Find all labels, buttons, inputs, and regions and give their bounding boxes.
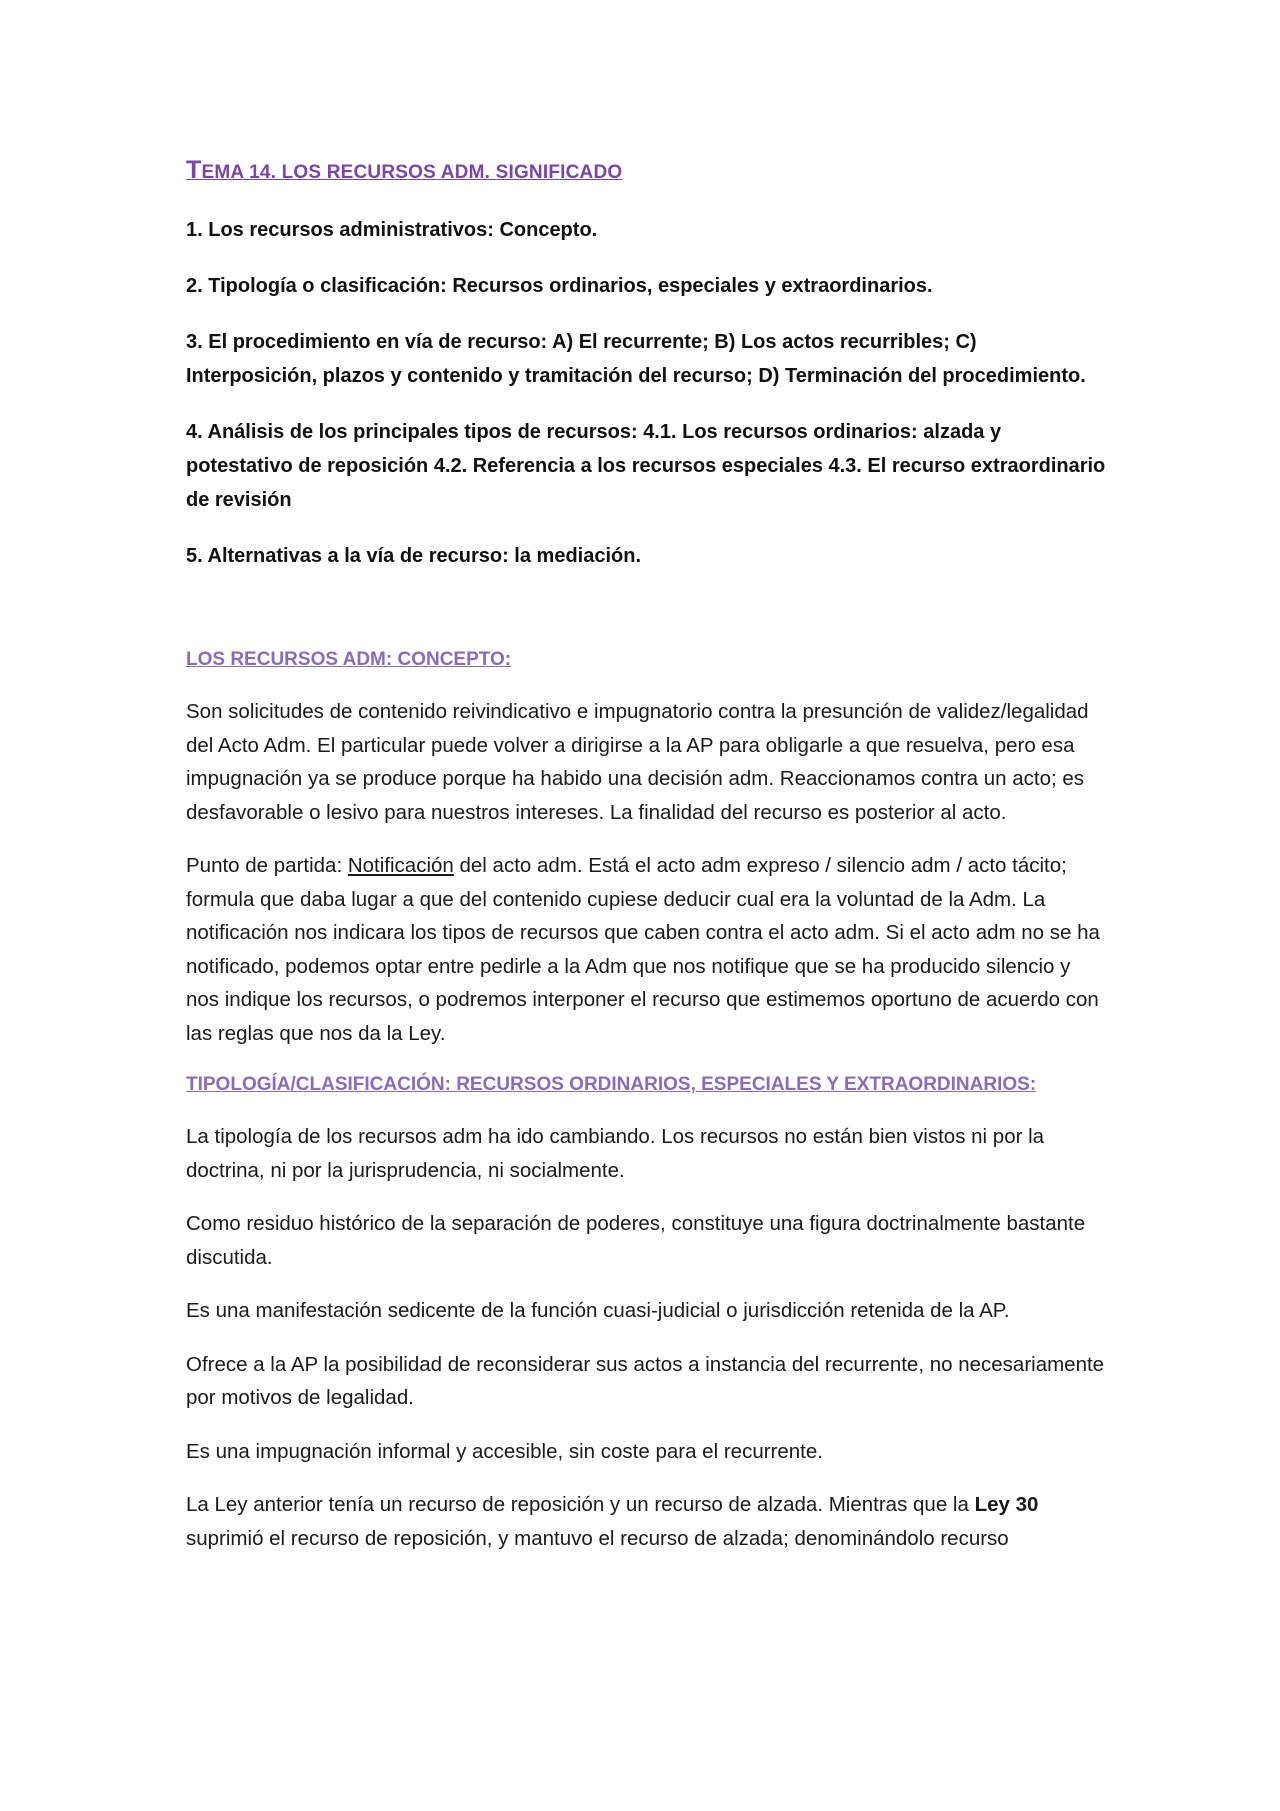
toc-item-2: 2. Tipología o clasificación: Recursos ordinarios, especiales y extraordinarios. xyxy=(186,275,933,297)
paragraph-tipologia-5: Es una impugnación informal y accesible, sin coste para el recurrente. xyxy=(186,1439,823,1463)
paragraph-ley-anterior xyxy=(186,1488,1106,1555)
toc-item-1: 1. Los recursos administrativos: Concepto. xyxy=(186,219,598,241)
notificacion-underlined: Notificación xyxy=(347,854,454,877)
paragraph-tipologia-3: Es una manifestación sedicente de la función cuasi-judicial o jurisdicción retenida de la AP. xyxy=(186,1299,1010,1322)
document-title xyxy=(186,156,1106,185)
section-spacer xyxy=(186,595,1106,645)
title-initial: T xyxy=(186,156,202,184)
paragraph-tipologia-1: La tipología de los recursos adm ha ido cambiando. Los recursos no están bien vistos ni por la doctrina, ni por la jurisprudencia, ni socialmente. xyxy=(186,1125,1045,1182)
paragraph-concepto: Son solicitudes de contenido reivindicativo e impugnatorio contra la presunción de validez/legalidad del Acto Adm. El particular puede volver a dirigirse a la AP para obligarle a que resuelva, pero esa impugnación ya se produce porque ha habido una decisión adm. Reaccionamos contra un acto; es desfavorable o lesivo para nuestros intereses. La finalidad del recurso es posterior al acto. xyxy=(186,700,1089,824)
ley-anterior-rest: suprimió el recurso de reposición, y mantuvo el recurso de alzada; denominándolo recurso xyxy=(186,1526,1009,1550)
punto-partida-prefix: Punto de partida: xyxy=(186,854,348,877)
paragraph-tipologia-2: Como residuo histórico de la separación de poderes, constituye una figura doctrinalmente bastante discutida. xyxy=(186,1212,1086,1269)
paragraph-punto-partida xyxy=(186,849,1106,1050)
section-heading-concepto: LOS RECURSOS ADM: CONCEPTO: xyxy=(186,649,512,670)
ley-30-bold: Ley 30 xyxy=(974,1493,1039,1516)
section-heading-tipologia: TIPOLOGÍA/CLASIFICACIÓN: RECURSOS ORDINARIOS, ESPECIALES Y EXTRAORDINARIOS: xyxy=(186,1074,1037,1095)
toc-item-3: 3. El procedimiento en vía de recurso: A) El recurrente; B) Los actos recurribles; C) Interposición, plazos y contenido y tramitación del recurso; D) Terminación del procedimiento. xyxy=(186,331,1086,387)
document-page xyxy=(186,156,1106,1575)
punto-partida-rest: del acto adm. Está el acto adm expreso / silencio adm / acto tácito; formula que daba lugar a que del contenido cupiese deducir cual era la voluntad de la Adm. La notificación nos indicara los tipos de recursos que caben contra el acto adm. Si el acto adm no se ha notificado, podemos optar entre pedirle a la Adm que nos notifique que se ha producido silencio y nos indique los recursos, o podremos interponer el recurso que estimemos oportuno de acuerdo con las reglas que nos da la Ley. xyxy=(186,854,1100,1045)
toc-item-4: 4. Análisis de los principales tipos de recursos: 4.1. Los recursos ordinarios: alzada y potestativo de reposición 4.2. Referencia a los recursos especiales 4.3. El recurso extraordinario de revisión xyxy=(186,421,1106,511)
ley-anterior-prefix: La Ley anterior tenía un recurso de reposición y un recurso de alzada. Mientras que la xyxy=(186,1493,975,1516)
toc-item-5: 5. Alternativas a la vía de recurso: la mediación. xyxy=(186,545,642,567)
title-text: EMA 14. LOS RECURSOS ADM. SIGNIFICADO xyxy=(201,162,623,183)
paragraph-tipologia-4: Ofrece a la AP la posibilidad de reconsiderar sus actos a instancia del recurrente, no necesariamente por motivos de legalidad. xyxy=(186,1352,1105,1409)
